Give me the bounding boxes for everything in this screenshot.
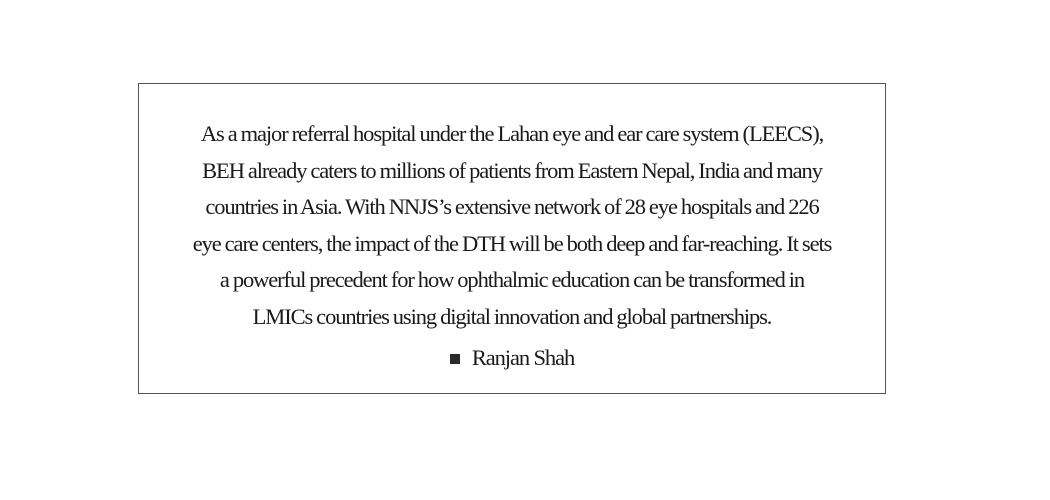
quote-text <box>159 116 865 335</box>
author-name: Ranjan Shah <box>471 345 575 370</box>
quote-line: BEH already caters to millions of patients from Eastern Nepal, India and many <box>202 157 822 183</box>
quote-attribution <box>139 343 885 373</box>
quote-line: eye care centers, the impact of the DTH will be both deep and far-reaching. It sets <box>192 230 832 256</box>
quote-line: a powerful precedent for how ophthalmic education can be transformed in <box>219 267 805 292</box>
quote-line: LMICs countries using digital innovation and global partnerships. <box>252 303 772 329</box>
quote-box <box>138 83 886 394</box>
square-bullet-icon <box>450 354 460 364</box>
quote-line: As a major referral hospital under the Lahan eye and ear care system (LEECS), <box>200 121 824 146</box>
quote-line: countries in Asia. With NNJS’s extensive network of 28 eye hospitals and 226 <box>205 194 819 219</box>
